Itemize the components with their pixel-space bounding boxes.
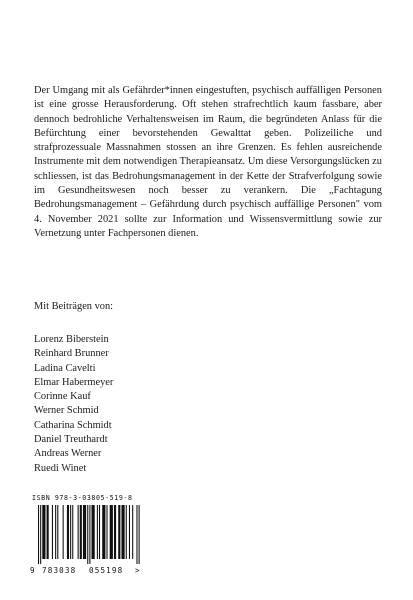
contributors-heading: Mit Beiträgen von:: [34, 301, 114, 312]
barcode-left-group: 783038: [42, 566, 77, 575]
barcode-bar: [114, 505, 116, 559]
contributor-name: Corinne Kauf: [34, 391, 91, 403]
barcode-bar: [72, 505, 73, 559]
barcode-bar: [97, 505, 98, 559]
barcode-bar: [78, 505, 79, 559]
barcode-bar: [129, 505, 130, 559]
isbn-barcode-block: [30, 494, 142, 576]
barcode-bar: [92, 505, 95, 559]
barcode-guard-bar: [40, 505, 41, 564]
barcode-bar: [110, 505, 113, 559]
barcode-bar: [132, 505, 133, 559]
barcode-lead-digit: 9: [30, 566, 35, 575]
barcode-guard-bar: [139, 505, 140, 564]
barcode-guard-bar: [87, 505, 88, 564]
barcode-guard-bar: [89, 505, 90, 564]
barcode-guard-bar: [136, 505, 137, 564]
barcode-bar: [121, 505, 124, 559]
contributor-name: Lorenz Biberstein: [34, 334, 109, 345]
barcode-bar: [80, 505, 82, 559]
quiet-zone-marker: >: [135, 566, 140, 575]
contributor-name: Werner Schmid: [34, 405, 99, 417]
contributor-name: Reinhard Brunner: [34, 348, 109, 360]
contributor-name: Andreas Werner: [34, 448, 102, 460]
barcode-bar: [55, 505, 56, 559]
barcode-bar: [106, 505, 107, 559]
barcode-bar: [99, 505, 100, 559]
barcode-digits: [30, 566, 142, 576]
barcode-bar: [83, 505, 86, 559]
contributor-name: Elmar Habermeyer: [34, 376, 114, 388]
contributor-name: Catharina Schmidt: [34, 419, 112, 431]
isbn-label: ISBN 978-3-03805-519-8: [32, 494, 133, 502]
barcode-guard-bar: [38, 505, 39, 564]
barcode-bar: [118, 505, 120, 559]
barcode-right-group: 055198: [89, 566, 124, 575]
contributors-list: [34, 333, 113, 476]
barcode-bar: [67, 505, 69, 559]
barcode-bar: [47, 505, 49, 559]
barcode-bar: [57, 505, 58, 559]
blurb-text: Der Umgang mit als Gefährder*innen eingestuften, psychisch auffälligen Personen ist eine grosse Herausforderung. Oft stehen strafrechtlich kaum fassbare, aber dennoch bedrohliche Verhaltensweisen im Raum, die begründeten Anlass für die Befürchtung einer bevorstehenden Gewalttat geben. Polizeiliche und strafprozessuale Massnahmen stossen an ihre Grenzen. Es fehlen ausreichende Instrumente mit dem notwendigen Therapieansatz. Um diese Versorgungslücken zu schliessen, ist das Bedrohungsmanagement in der Kette der Strafverfolgung sowie im Gesundheitswesen noch besser zu verankern. Die „Fachtagung Bedrohungsmanagement – Gefährdung durch psychisch auffällige Personen" vom 4. November 2021 sollte zur Information und Wissensvermittlung sowie zur Vernetzung unter Fachpersonen dienen.: [34, 85, 382, 239]
ean13-barcode: [30, 505, 142, 565]
barcode-bar: [102, 505, 105, 559]
barcode-bar: [63, 505, 64, 559]
barcode-bar: [70, 505, 71, 559]
barcode-bar: [42, 505, 45, 559]
contributor-name: Daniel Treuthardt: [34, 434, 108, 446]
contributor-name: Ladina Cavelti: [34, 362, 96, 374]
contributor-name: Ruedi Winet: [34, 462, 87, 474]
barcode-bar: [126, 505, 127, 559]
barcode-bar: [52, 505, 53, 559]
